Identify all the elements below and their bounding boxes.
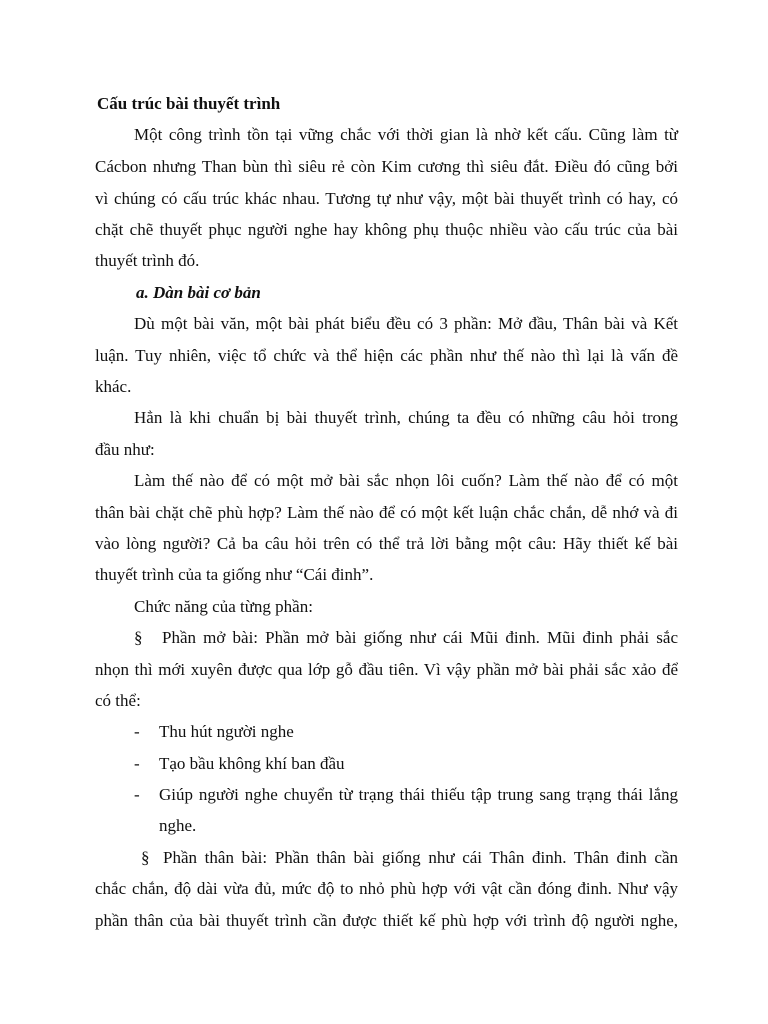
mo-bai-line-3: có thể: bbox=[95, 691, 141, 710]
mo-bai-line-2: nhọn thì mới xuyên được qua lớp gỗ đầu tiên. Vì vậy phần mở bài phải sắc xảo để bbox=[95, 660, 678, 679]
bullet-continuation: nghe. bbox=[159, 816, 197, 835]
para2-line-3: khác. bbox=[95, 377, 132, 396]
para2-line-2: luận. Tuy nhiên, việc tổ chức và thể hiện các phần như thế nào thì lại là vấn đề bbox=[95, 346, 678, 365]
para4-line-4: thuyết trình của ta giống như “Cái đinh”. bbox=[95, 565, 374, 584]
bullet-marker: - bbox=[134, 754, 140, 773]
than-bai-line-3: phần thân của bài thuyết trình cần được thiết kế phù hợp với trình độ người nghe, bbox=[95, 911, 678, 930]
intro-line-1: Một công trình tồn tại vững chắc với thời gian là nhờ kết cấu. Cũng làm từ bbox=[134, 125, 678, 144]
document-title: Cấu trúc bài thuyết trình bbox=[97, 94, 281, 113]
section-marker-icon: § bbox=[141, 848, 150, 867]
intro-line-5: thuyết trình đó. bbox=[95, 251, 200, 270]
intro-line-4: chặt chẽ thuyết phục người nghe hay không phụ thuộc nhiều vào cấu trúc của bài bbox=[95, 220, 678, 239]
functions-label: Chức năng của từng phần: bbox=[134, 597, 313, 616]
bullet-marker: - bbox=[134, 785, 140, 804]
para3-line-2: đầu như: bbox=[95, 440, 155, 459]
para4-line-2: thân bài chặt chẽ phù hợp? Làm thế nào để có một kết luận chắc chắn, dễ nhớ và đi bbox=[95, 503, 678, 522]
than-bai-line-2: chắc chắn, độ dài vừa đủ, mức độ to nhỏ phù hợp với vật cần đóng đinh. Như vậy bbox=[95, 879, 678, 898]
section-heading: a. Dàn bài cơ bản bbox=[136, 283, 261, 302]
section-marker-icon: § bbox=[134, 628, 143, 647]
mo-bai-line-1: Phần mở bài: Phần mở bài giống như cái Mũi đinh. Mũi đinh phải sắc bbox=[162, 628, 678, 647]
para4-line-1: Làm thế nào để có một mở bài sắc nhọn lôi cuốn? Làm thế nào để có một bbox=[134, 471, 678, 490]
para3-line-1: Hẳn là khi chuẩn bị bài thuyết trình, chúng ta đều có những câu hỏi trong bbox=[134, 408, 678, 427]
bullet-item-2: Tạo bầu không khí ban đầu bbox=[159, 754, 345, 773]
para4-line-3: vào lòng người? Cả ba câu hỏi trên có thể trả lời bằng một câu: Hãy thiết kế bài bbox=[95, 534, 678, 553]
intro-line-2: Cácbon nhưng Than bùn thì siêu rẻ còn Kim cương thì siêu đắt. Điều đó cũng bởi bbox=[95, 157, 678, 176]
para2-line-1: Dù một bài văn, một bài phát biểu đều có 3 phần: Mở đầu, Thân bài và Kết bbox=[134, 314, 678, 333]
bullet-item-1: Thu hút người nghe bbox=[159, 722, 294, 741]
bullet-item-3: Giúp người nghe chuyển từ trạng thái thiếu tập trung sang trạng thái lắng bbox=[159, 785, 678, 804]
than-bai-line-1: Phần thân bài: Phần thân bài giống như cái Thân đinh. Thân đinh cần bbox=[163, 848, 678, 867]
bullet-marker: - bbox=[134, 722, 140, 741]
intro-line-3: vì chúng có cấu trúc khác nhau. Tương tự như vậy, một bài thuyết trình có hay, có bbox=[95, 189, 678, 208]
